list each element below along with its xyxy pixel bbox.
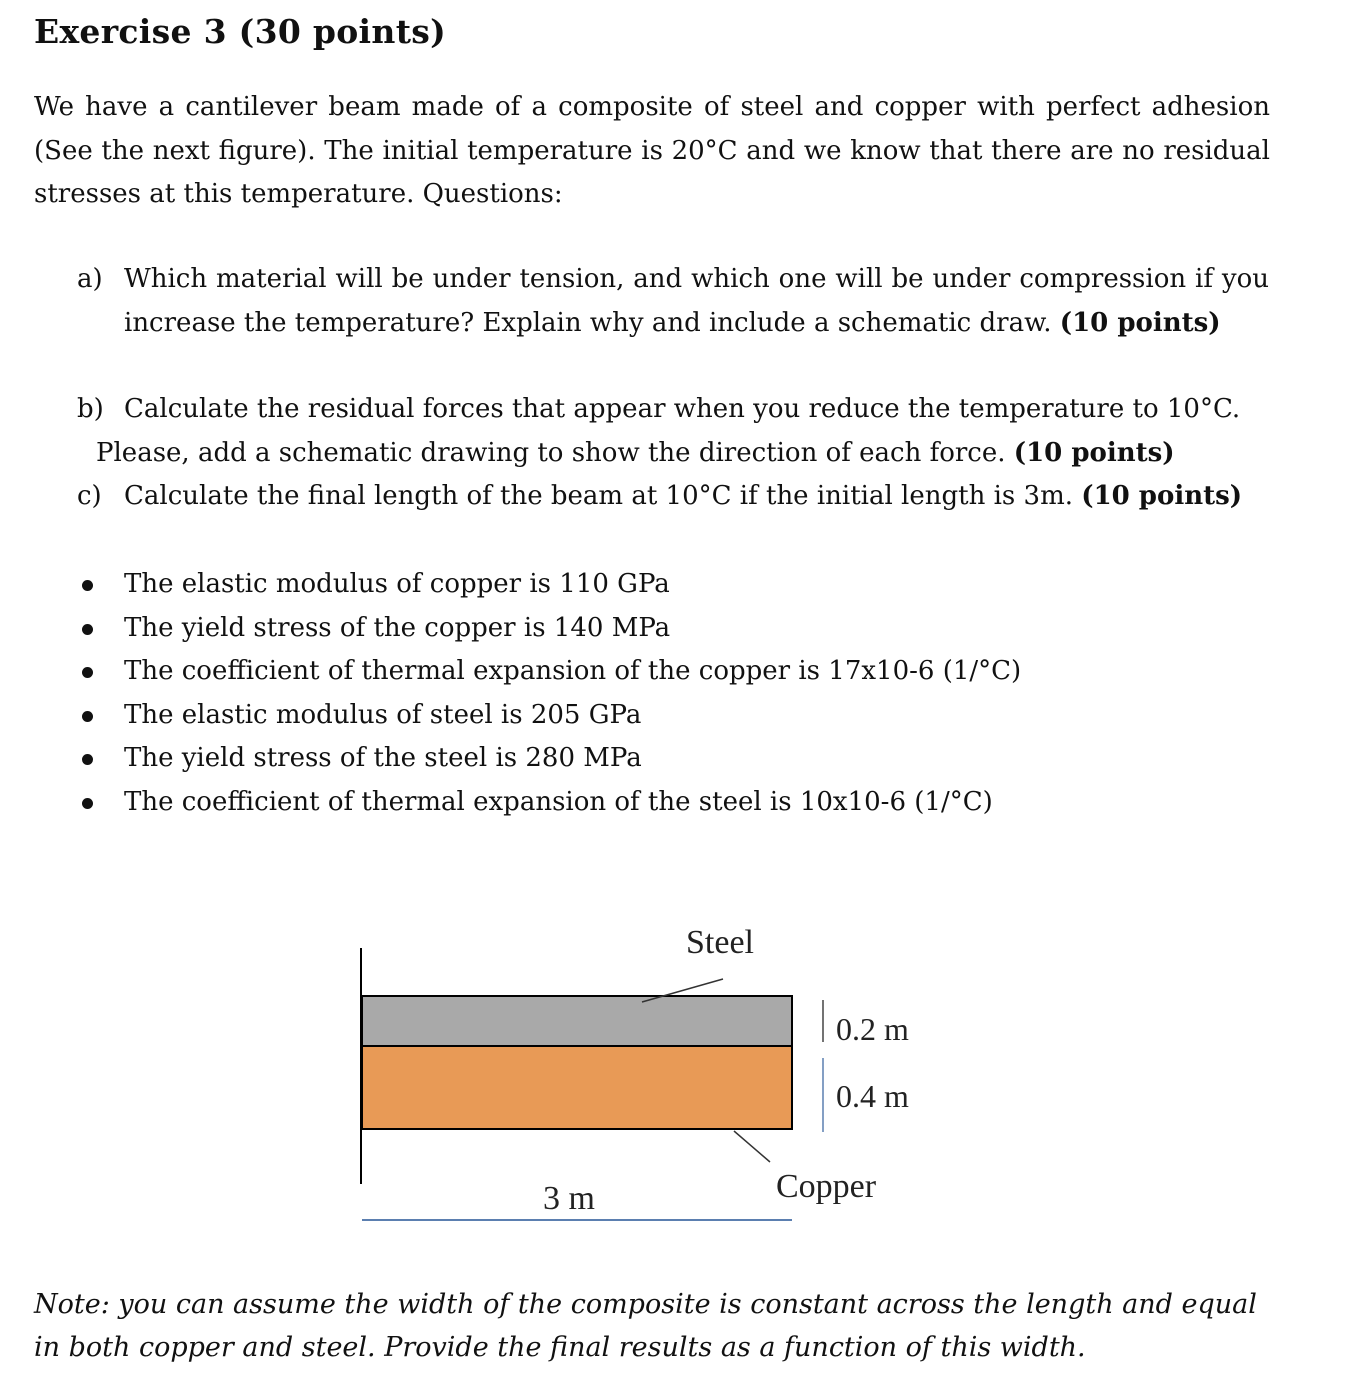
list-item: The yield stress of the steel is 280 MPa [78,737,1021,781]
exercise-title: Exercise 3 (30 points) [34,12,447,51]
note-paragraph: Note: you can assume the width of the composite is constant across the length and equal in both copper and steel. Provide the final results as a function of this width. [34,1289,1257,1363]
question-c [77,475,1269,519]
question-c-label: c) [77,481,102,511]
question-a [77,258,1269,345]
list-item: The coefficient of thermal expansion of the copper is 17x10-6 (1/°C) [78,650,1021,694]
copper-thickness-label: 0.4 m [836,1078,909,1114]
bullet-icon [82,754,93,765]
question-a-points: (10 points) [1059,307,1221,338]
bullet-icon [82,798,93,809]
question-b-line2 [77,432,1269,476]
copper-label: Copper [776,1168,877,1205]
list-item: The yield stress of the copper is 140 MPa [78,607,1021,651]
bullet-icon [82,711,93,722]
question-c-text: Calculate the final length of the beam at 10°C if the initial length is 3m. [124,481,1073,511]
question-b-text2: Please, add a schematic drawing to show the direction of each force. [96,437,1006,468]
question-a-body [77,258,1269,345]
question-a-label: a) [77,264,103,294]
bullet-icon [82,580,93,591]
question-c-body [77,475,1269,519]
bullet-icon [82,624,93,635]
question-c-points: (10 points) [1081,481,1243,511]
list-item: The coefficient of thermal expansion of the steel is 10x10-6 (1/°C) [78,781,1021,825]
list-item: The elastic modulus of steel is 205 GPa [78,694,1021,738]
question-b-text1: Calculate the residual forces that appear when you reduce the temperature to 10°C. [124,394,1241,424]
length-label: 3 m [543,1180,595,1217]
question-a-text: Which material will be under tension, and which one will be under compression if you increase the temperature? Explain why and include a schematic draw. [124,264,1269,338]
steel-label: Steel [686,924,754,961]
copper-leader-line [734,1131,770,1162]
steel-thickness-label: 0.2 m [836,1011,909,1047]
copper-layer [362,1046,792,1129]
question-b-points: (10 points) [1013,437,1175,468]
material-properties-list [78,563,1021,825]
bullet-icon [82,667,93,678]
intro-paragraph: We have a cantilever beam made of a composite of steel and copper with perfect adhesion (See the next figure). The initial temperature is 20°C and we know that there are no residual stresses at this temperature. Questions: [34,92,1270,209]
question-b-label: b) [77,394,104,424]
list-item: The elastic modulus of copper is 110 GPa [78,563,1021,607]
steel-layer [362,996,792,1046]
beam-diagram [300,900,1000,1240]
question-b [77,388,1269,475]
